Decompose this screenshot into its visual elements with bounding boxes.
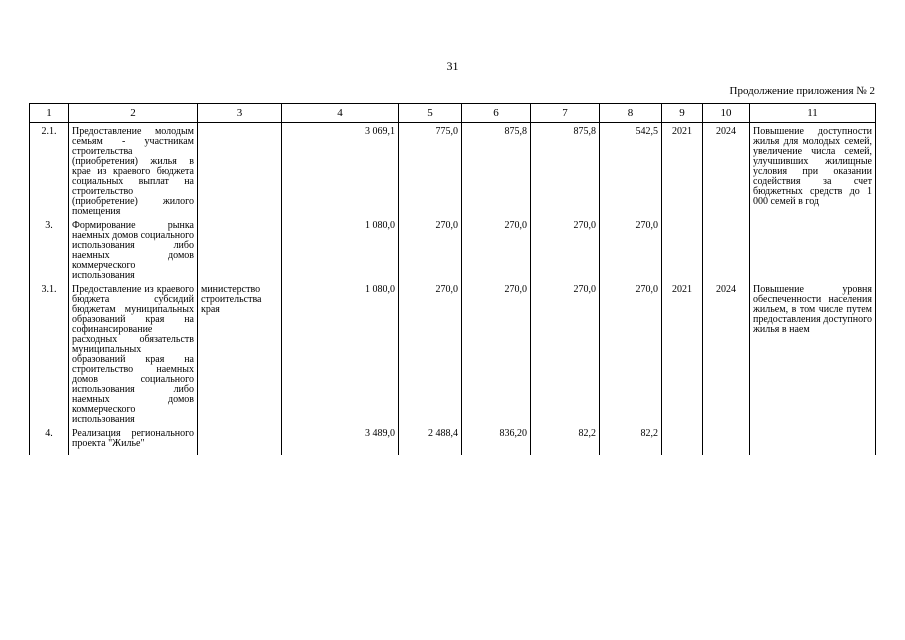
row-year-2: 270,0: [462, 281, 531, 425]
row-result: [750, 217, 876, 281]
row-executor: [198, 425, 282, 455]
header-cell: 1: [30, 104, 69, 123]
row-year-1: 270,0: [399, 217, 462, 281]
row-number: 3.: [30, 217, 69, 281]
table-row: [30, 217, 876, 281]
row-start-year: [662, 217, 703, 281]
row-year-3: 270,0: [531, 217, 600, 281]
row-name: Предоставление из краевого бюджета субсидий бюджетам муниципальных образований края на софинансирование расходных обязательств муниципальных образований края на строительство наемных домов социального использования либо наемных домов коммерческого использования: [69, 281, 198, 425]
table-row: [30, 123, 876, 218]
header-cell: 7: [531, 104, 600, 123]
table-row: [30, 281, 876, 425]
row-year-3: 82,2: [531, 425, 600, 455]
header-cell: 10: [703, 104, 750, 123]
row-year-4: 270,0: [600, 281, 662, 425]
row-year-2: 836,20: [462, 425, 531, 455]
row-year-1: 2 488,4: [399, 425, 462, 455]
row-end-year: [703, 425, 750, 455]
header-cell: 5: [399, 104, 462, 123]
row-end-year: 2024: [703, 123, 750, 218]
header-cell: 4: [282, 104, 399, 123]
row-number: 4.: [30, 425, 69, 455]
row-name: Реализация регионального проекта "Жилье": [69, 425, 198, 455]
row-number: 2.1.: [30, 123, 69, 218]
row-year-3: 875,8: [531, 123, 600, 218]
header-cell: 8: [600, 104, 662, 123]
continuation-label: Продолжение приложения № 2: [729, 85, 875, 97]
row-year-4: 542,5: [600, 123, 662, 218]
appendix-table: [29, 103, 876, 455]
row-result: Повышение уровня обеспеченности населения жильем, в том числе путем предоставления доступного жилья в наем: [750, 281, 876, 425]
row-total: 3 069,1: [282, 123, 399, 218]
row-executor: [198, 123, 282, 218]
row-executor: министерство строительства края: [198, 281, 282, 425]
header-cell: 6: [462, 104, 531, 123]
table-row: [30, 425, 876, 455]
row-total: 3 489,0: [282, 425, 399, 455]
row-executor: [198, 217, 282, 281]
row-number: 3.1.: [30, 281, 69, 425]
row-year-3: 270,0: [531, 281, 600, 425]
page-number: 31: [446, 59, 459, 73]
row-year-1: 775,0: [399, 123, 462, 218]
row-name: Формирование рынка наемных домов социального использования либо наемных домов коммерческого использования: [69, 217, 198, 281]
row-total: 1 080,0: [282, 281, 399, 425]
row-year-4: 82,2: [600, 425, 662, 455]
header-row: [30, 104, 876, 123]
row-year-4: 270,0: [600, 217, 662, 281]
row-total: 1 080,0: [282, 217, 399, 281]
row-start-year: 2021: [662, 281, 703, 425]
row-name: Предоставление молодым семьям - участникам строительства (приобретения) жилья в крае из краевого бюджета социальных выплат на строительство (приобретение) жилого помещения: [69, 123, 198, 218]
row-year-2: 270,0: [462, 217, 531, 281]
row-year-2: 875,8: [462, 123, 531, 218]
row-end-year: 2024: [703, 281, 750, 425]
header-cell: 2: [69, 104, 198, 123]
row-start-year: 2021: [662, 123, 703, 218]
header-cell: 3: [198, 104, 282, 123]
header-cell: 11: [750, 104, 876, 123]
row-year-1: 270,0: [399, 281, 462, 425]
row-result: [750, 425, 876, 455]
header-cell: 9: [662, 104, 703, 123]
row-result: Повышение доступности жилья для молодых семей, увеличение числа семей, улучшивших жилищные условия при оказании содействия за счет бюджетных средств до 1 000 семей в год: [750, 123, 876, 218]
row-end-year: [703, 217, 750, 281]
row-start-year: [662, 425, 703, 455]
